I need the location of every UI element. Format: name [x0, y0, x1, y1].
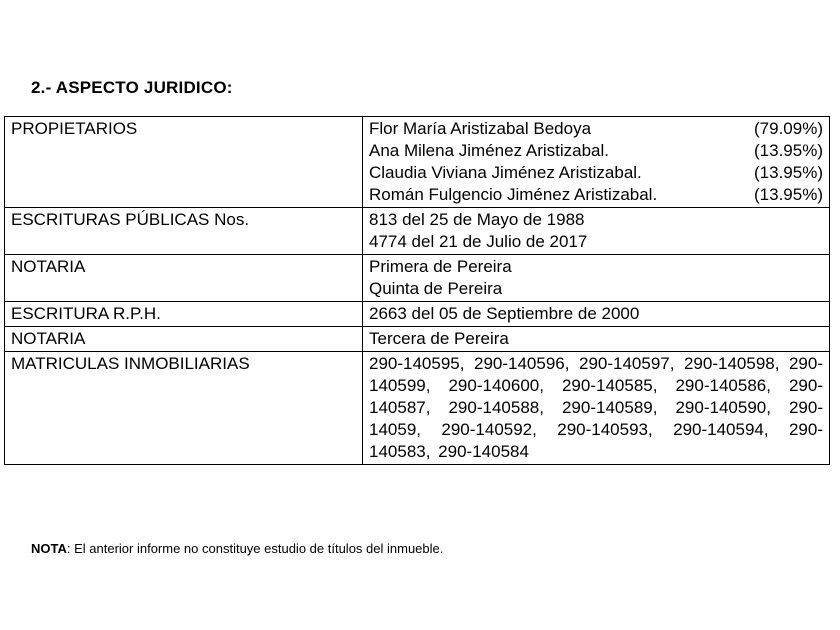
matriculas-list: 290-140595, 290-140596, 290-140597, 290-140598, 290-140599, 290-140600, 290-140585, 290-140586, 290-140587, 290-140588, 290-140589, 290-140590, 290-14059, 290-140592, 290-140593, 290-140594, 290-140583, 290-140584 — [369, 354, 823, 461]
owner-percentage: (13.95%) — [754, 185, 823, 204]
owner-percentage: (13.95%) — [754, 141, 823, 160]
matriculas-label: MATRICULAS INMOBILIARIAS — [5, 352, 363, 465]
escritura-entry: 813 del 25 de Mayo de 1988 — [369, 210, 585, 229]
owner-percentage: (79.09%) — [754, 119, 823, 138]
owner-row — [369, 162, 823, 184]
notaria-rph-label: NOTARIA — [5, 327, 363, 352]
owner-name: Román Fulgencio Jiménez Aristizabal. — [369, 185, 658, 204]
notaria-rph-value: Tercera de Pereira — [363, 327, 830, 352]
matriculas-cell — [363, 352, 830, 465]
owner-percentage: (13.95%) — [754, 163, 823, 182]
note-text: : El anterior informe no constituye estudio de títulos del inmueble. — [66, 541, 444, 556]
owner-name: Flor María Aristizabal Bedoya — [369, 119, 592, 138]
owner-name: Ana Milena Jiménez Aristizabal. — [369, 141, 610, 160]
section-title: 2.- ASPECTO JURIDICO: — [31, 78, 233, 97]
table-row-escrituras — [5, 208, 830, 255]
table-row-notaria-rph — [5, 327, 830, 352]
table-row-escritura-rph — [5, 302, 830, 327]
legal-aspect-table — [4, 116, 830, 465]
owner-row — [369, 140, 823, 162]
escrituras-value — [363, 208, 830, 255]
note-prefix: NOTA — [31, 541, 67, 556]
propietarios-label: PROPIETARIOS — [5, 117, 363, 208]
escritura-rph-value: 2663 del 05 de Septiembre de 2000 — [363, 302, 830, 327]
owner-name: Claudia Viviana Jiménez Aristizabal. — [369, 163, 642, 182]
footnote — [31, 541, 443, 556]
notaria-value — [363, 255, 830, 302]
notaria-label: NOTARIA — [5, 255, 363, 302]
owner-row — [369, 184, 823, 206]
escrituras-label: ESCRITURAS PÚBLICAS Nos. — [5, 208, 363, 255]
table-row-notaria — [5, 255, 830, 302]
notaria-entry: Primera de Pereira — [369, 257, 512, 276]
table-row-matriculas — [5, 352, 830, 465]
owner-row — [369, 118, 823, 140]
table-row-propietarios — [5, 117, 830, 208]
escritura-entry: 4774 del 21 de Julio de 2017 — [369, 232, 588, 251]
notaria-entry: Quinta de Pereira — [369, 279, 503, 298]
escritura-rph-label: ESCRITURA R.P.H. — [5, 302, 363, 327]
propietarios-value — [363, 117, 830, 208]
